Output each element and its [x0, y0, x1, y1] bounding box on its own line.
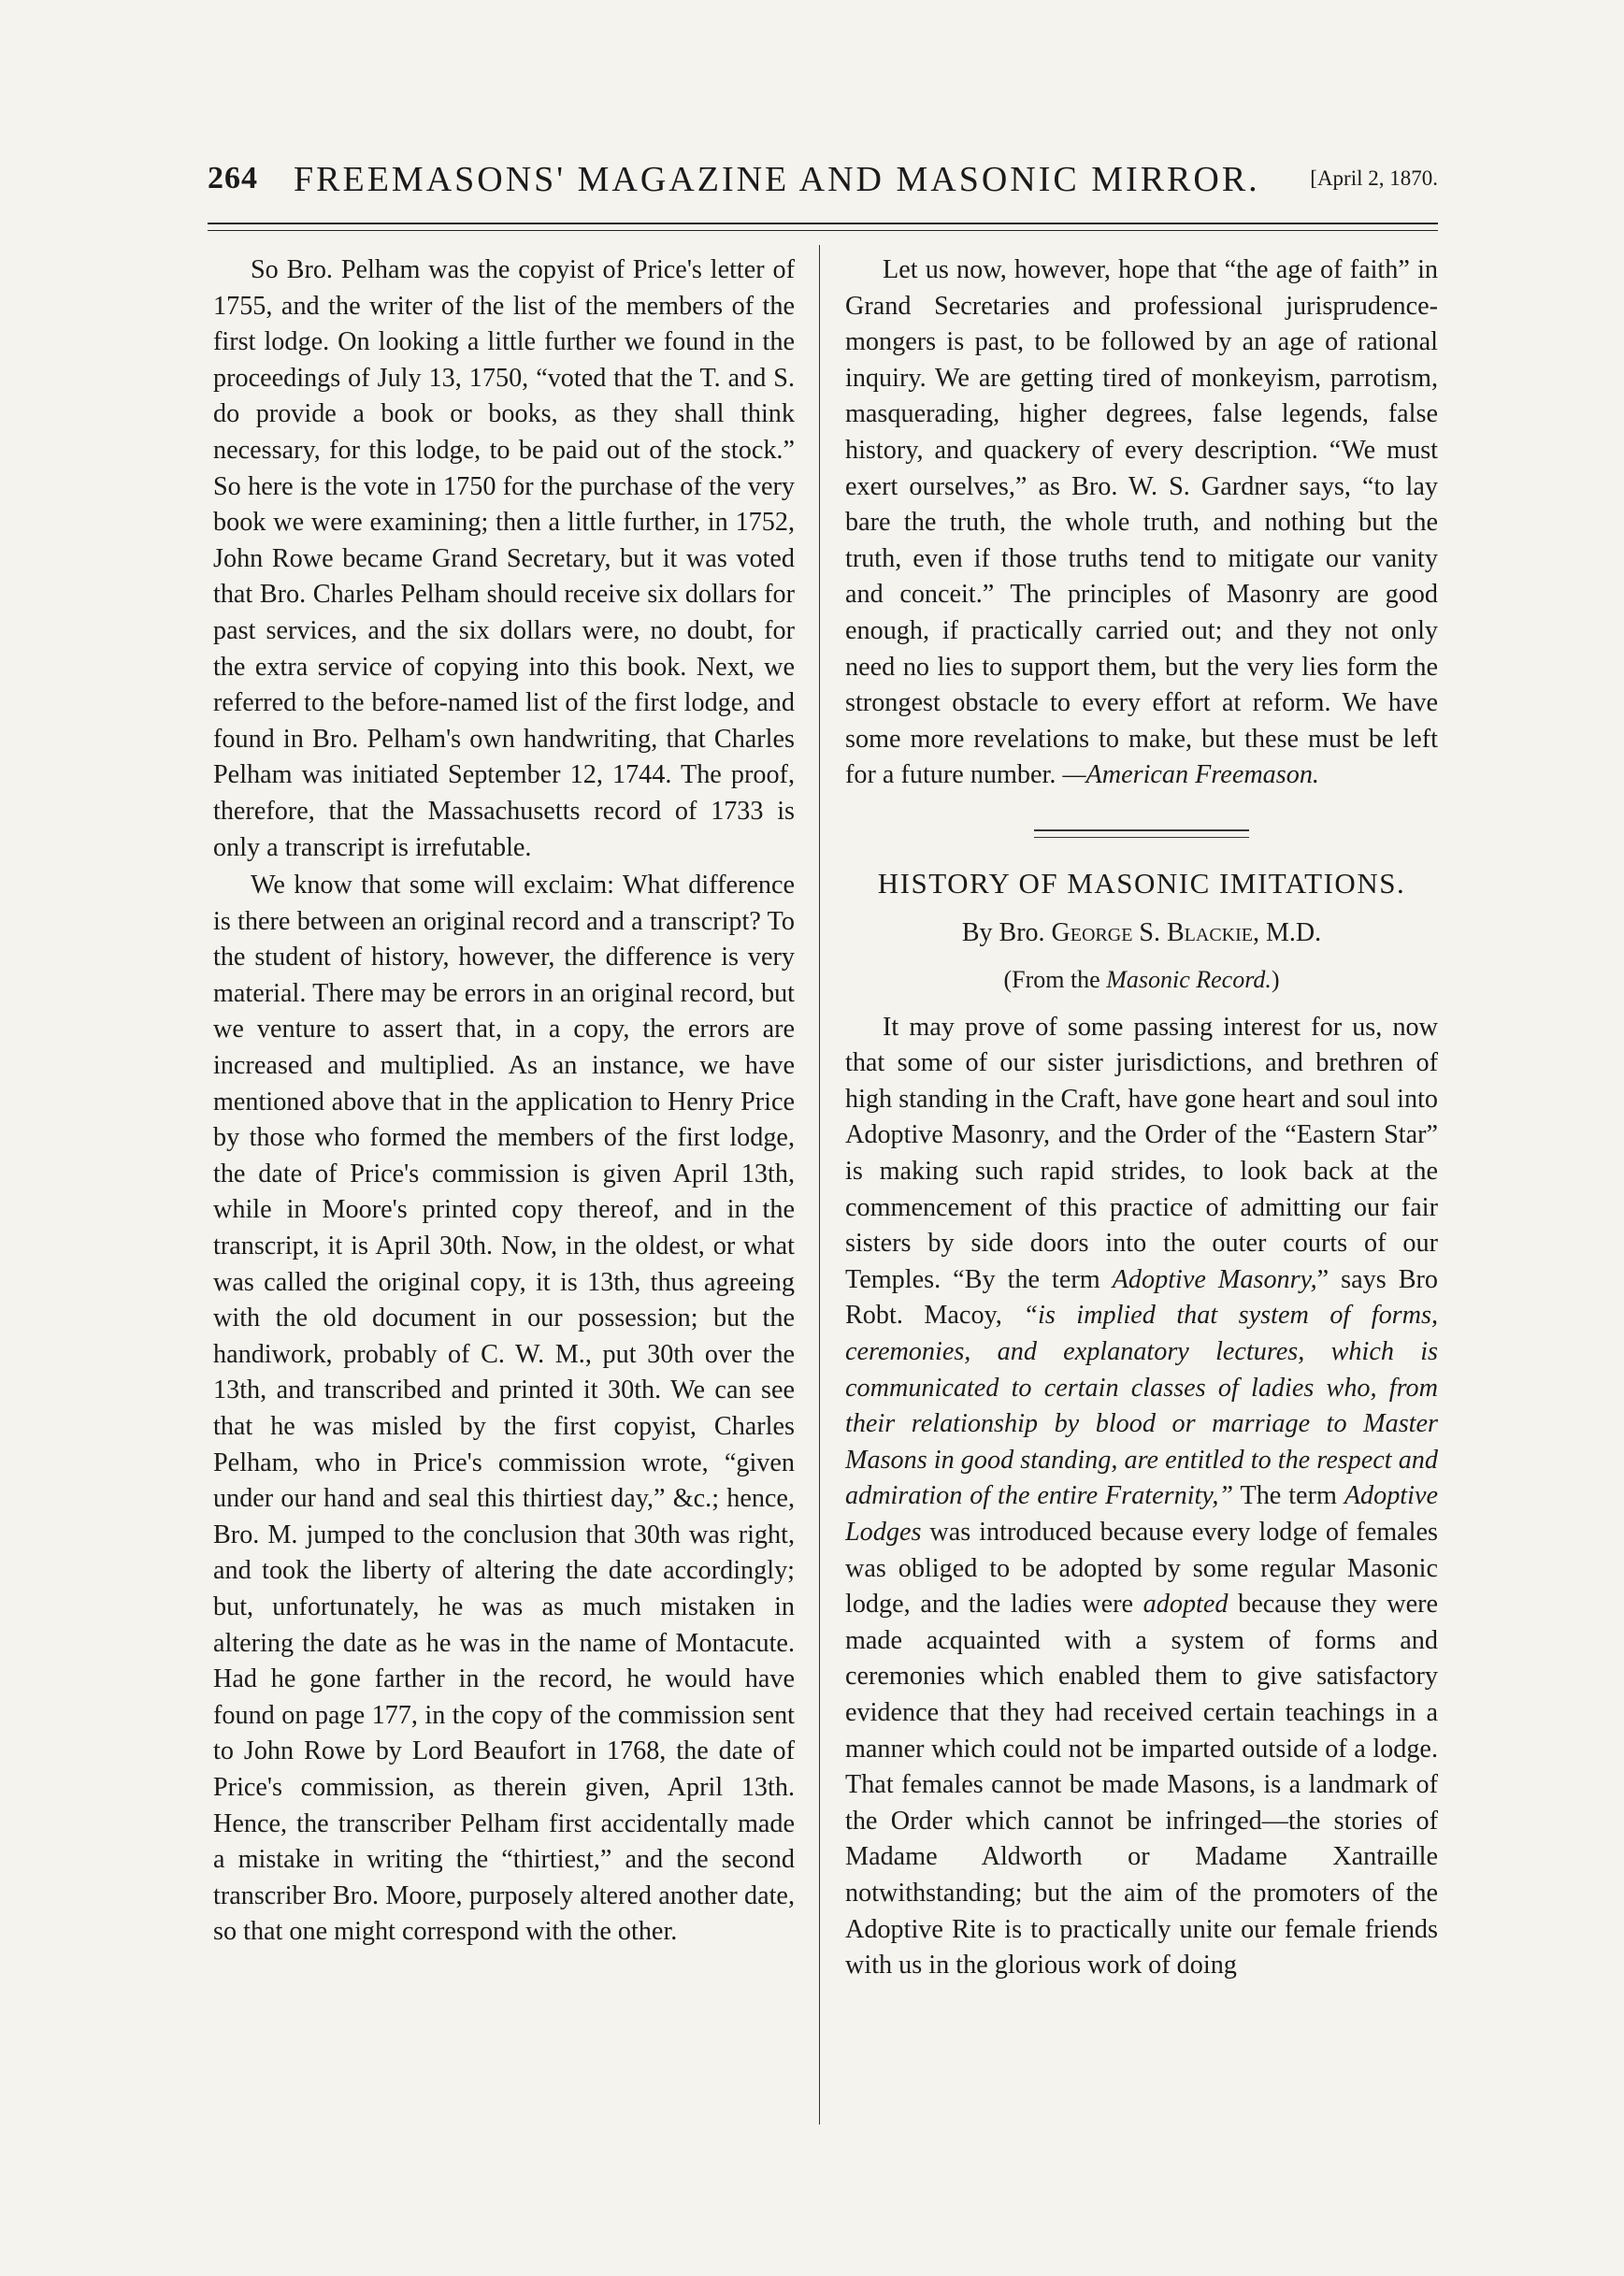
para1-part-e: because they were made acquainted with a system of forms and ceremonies which enabled them to give satisfactory evidence that they had received certain teachings in a manner which could not be imparted outside of a lodge. That females cannot be made Masons, is a landmark of the Order which cannot be infringed—the stories of Madame Aldworth or Madame Xantraille notwithstanding; but the aim of the promoters of the Adoptive Rite is to practically unite our female friends with us in the glorious work of doing — [845, 1590, 1438, 1981]
intro-source: —American Freemason. — [1062, 760, 1319, 790]
right-column — [845, 252, 1438, 1984]
para1-term-adoptive-lodges: Adoptive Lodges — [845, 1481, 1438, 1547]
article-byline — [845, 915, 1438, 952]
para1-part-a: It may prove of some passing interest for us, now that some of our sister jurisdictions, and brethren of high standing in the Craft, have gone heart and soul into Adoptive Masonry, and the Order of the “Eastern Star” is making such rapid strides, to look back at the commencement of this practice of admitting our fair sisters by side doors into the outer courts of our Temples. “By the term — [845, 1012, 1438, 1294]
left-paragraph-1: So Bro. Pelham was the copyist of Price's letter of 1755, and the writer of the list of the members of the first lodge. On looking a little further we found in the proceedings of July 13, 1750, “voted that the T. and S. do provide a book or books, as they shall think necessary, for this lodge, to be paid out of the stock.” So here is the vote in 1750 for the purchase of the very book we were examining; then a little further, in 1752, John Rowe became Grand Secretary, but it was voted that Bro. Charles Pelham should receive six dollars for past services, and the six dollars were, no doubt, for the extra service of copying into this book. Next, we referred to the before-named list of the first lodge, and found in Bro. Pelham's own handwriting, that Charles Pelham was initiated September 12, 1744. The proof, therefore, that the Massachusetts record of 1733 is only a transcript is irrefutable. — [213, 255, 795, 862]
page-number: 264 — [208, 161, 258, 195]
source-suffix: ) — [1271, 966, 1280, 994]
byline-name: George S. Blackie, — [1051, 917, 1259, 947]
para1-part-c: The term — [1240, 1481, 1337, 1511]
para1-part-b: ” says Bro Robt. Macoy, — [845, 1264, 1438, 1331]
source-name: Masonic Record. — [1106, 966, 1272, 994]
source-note — [845, 962, 1438, 999]
para1-part-d: was introduced because every lodge of females was obliged to be adopted by some regular Masonic lodge, and the ladies were — [845, 1518, 1438, 1620]
header-rule-thin — [208, 230, 1438, 231]
para1-term-adopted: adopted — [1143, 1590, 1229, 1620]
para1-term-adoptive-masonry: Adoptive Masonry, — [1112, 1264, 1317, 1294]
header-rule-thick — [208, 223, 1438, 224]
left-paragraph-2: We know that some will exclaim: What difference is there between an original record and a transcript? To the student of history, however, the difference is very material. There may be errors in an original record, but we venture to assert that, in a copy, the errors are increased and multiplied. As an instance, we have mentioned above that in the application to Henry Price by those who formed the members of the first lodge, the date of Price's commission is given April 13th, while in Moore's printed copy thereof, and in the transcript, it is April 30th. Now, in the oldest, or what was called the original copy, it is 13th, thus agreeing with the old document in our possession; but the handiwork, probably of C. W. M., put 30th over the 13th, and transcribed and printed it 30th. We can see that he was misled by the first copyist, Charles Pelham, who in Price's commission wrote, “given under our hand and seal this thirtiest day,” &c.; hence, Bro. M. jumped to the conclusion that 30th was right, and took the liberty of altering the date accordingly; but, unfortunately, he was as much mistaken in altering the date as he was in the name of Montacute. Had he gone farther in the record, he would have found on page 177, in the copy of the commission sent to John Rowe by Lord Beaufort in 1768, the date of Price's commission, as therein given, April 13th. Hence, the transcriber Pelham first accidentally made a mistake in writing the “thirtiest,” and the second transcriber Bro. Moore, purposely altered another date, so that one might correspond with the other. — [213, 871, 795, 1947]
issue-date: [April 2, 1870. — [1310, 166, 1438, 190]
left-column — [213, 252, 795, 1951]
article-title: HISTORY OF MASONIC IMITATIONS. — [877, 866, 1406, 900]
page-header — [208, 157, 1438, 213]
source-prefix: (From the — [1003, 966, 1100, 994]
article-paragraph-1 — [845, 1010, 1438, 1984]
masthead-title: FREEMASONS' MAGAZINE AND MASONIC MIRROR. — [294, 160, 1260, 199]
byline-prefix: By Bro. — [961, 917, 1045, 947]
para1-quote: “is implied that system of forms, ceremonies, and explanatory lectures, which is communicated to certain classes of ladies who, from their relationship by blood or marriage to Master Masons in good standing, are entitled to the respect and admiration of the entire Fraternity,” — [845, 1301, 1439, 1511]
column-divider — [819, 245, 820, 2125]
intro-text: Let us now, however, hope that “the age of faith” in Grand Secretaries and professional jurisprudence-mongers is past, to be followed by an age of rational inquiry. We are getting tired of monkeyism, parrotism, masquerading, higher degrees, false legends, false history, and quackery of every description. “We must exert ourselves,” as Bro. W. S. Gardner says, “to lay bare the truth, the whole truth, and nothing but the truth, even if those truths tend to mitigate our vanity and conceit.” The principles of Masonry are good enough, if practically carried out; and they not only need no lies to support them, but the very lies form the strongest obstacle to every effort at reform. We have some more revelations to make, but these must be left for a future number. — [845, 255, 1438, 790]
right-intro-paragraph — [845, 252, 1438, 794]
section-divider — [1034, 829, 1249, 838]
byline-suffix: M.D. — [1266, 917, 1322, 947]
